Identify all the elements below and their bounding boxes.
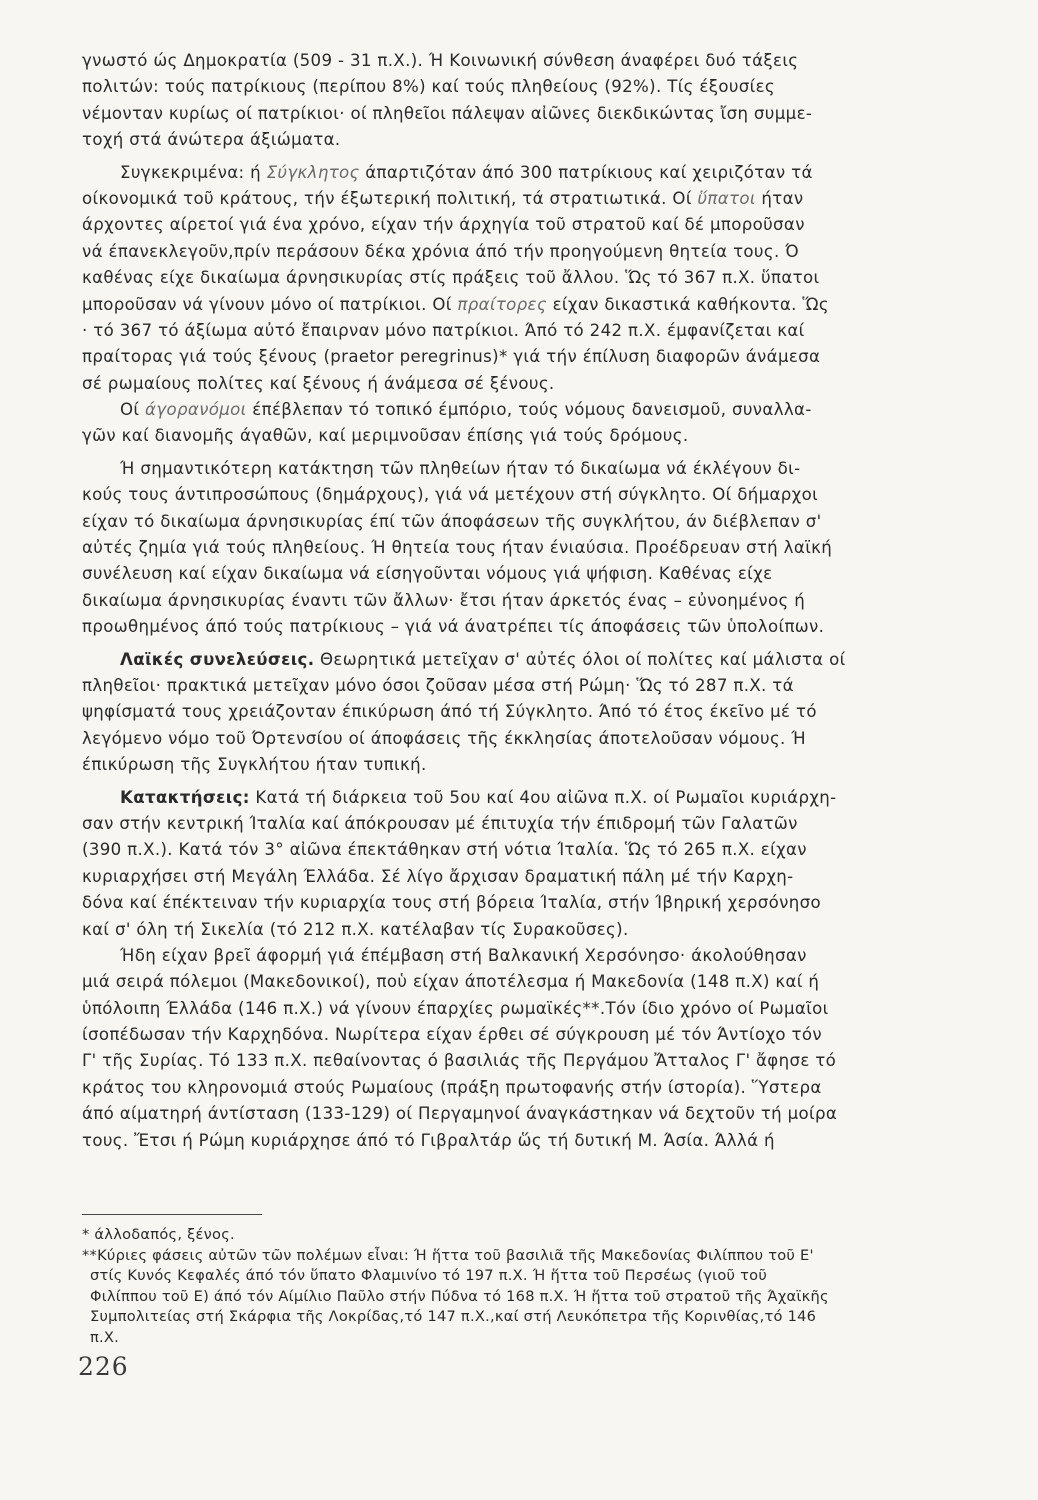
text-line (82, 752, 940, 778)
text-line (82, 647, 940, 673)
text-line (82, 561, 940, 587)
text-line (82, 456, 940, 482)
text-line (82, 423, 940, 449)
text-line (82, 160, 940, 186)
text-run: κούς τους άντιπροσώπους (δημάρχους), γιά νά μετέχουν στή σύγκλητο. Οί δήμαρχοι (82, 485, 819, 505)
text-run: Οί (120, 400, 146, 420)
text-line (82, 943, 940, 969)
footnote-line: Συμπολιτείας στή Σκάρφια τῆς Λοκρίδας,τό 147 π.Χ.,καί στή Λευκόπετρα τῆς Κορινθίας,τό 146 (90, 1308, 817, 1326)
text-run: νά έπανεκλεγοῦν,πρίν περάσουν δέκα χρόνια άπό τήν προηγούμενη θητεία τους. Ό (82, 241, 800, 261)
text-run: πολιτών: τούς πατρίκιους (περίπου 8%) καί τούς πληθείους (92%). Τίς έξουσίες (82, 77, 776, 97)
text-line (82, 864, 940, 890)
text-run: σαν στήν κεντρική Ίταλία καί άπόκρουσαν μέ έπιτυχία τήν έπιδρομή τῶν Γαλατῶν (82, 813, 798, 833)
text-run: ὑπόλοιπη Έλλάδα (146 π.Χ.) νά γίνουν έπαρχίες ρωμαϊκές**.Τόν ίδιο χρόνο οί Ρωμαῖοι (82, 998, 829, 1018)
text-line (82, 48, 940, 74)
text-run: είχαν τό δικαίωμα άρνησικυρίας έπί τῶν άποφάσεων τῆς συγκλήτου, άν διέβλεπαν σ' (82, 511, 822, 531)
text-run: λεγόμενο νόμο τοῦ Όρτενσίου οί άποφάσεις τῆς έκκλησίας άποτελοῦσαν νόμους. Ή (82, 728, 807, 748)
text-run: έπικύρωση τῆς Συγκλήτου ήταν τυπική. (82, 755, 427, 775)
text-run: καθένας είχε δικαίωμα άρνησικυρίας στίς πράξεις τοῦ ἄλλου. Ὥς τό 367 π.Χ. ὕπατοι (82, 268, 820, 288)
text-line (82, 397, 940, 423)
text-run: τους. Ἔτσι ή Ρώμη κυριάρχησε άπό τό Γιβραλτάρ ὥς τή δυτική Μ. Άσία. Άλλά ή (82, 1130, 775, 1150)
text-run: Ή σημαντικότερη κατάκτηση τῶν πληθείων ήταν τό δικαίωμα νά έκλέγουν δι- (120, 458, 801, 478)
text-run: ψηφίσματά τους χρειάζονταν έπικύρωση άπό τή Σύγκλητο. Άπό τό έτος έκεῖνο μέ τό (82, 702, 817, 722)
footnotes (82, 1225, 940, 1349)
text-run: ήταν (755, 188, 804, 208)
section-heading: Κατακτήσεις: (120, 787, 250, 807)
text-run: είχαν δικαστικά καθήκοντα. Ὥς (546, 294, 829, 314)
text-line (82, 917, 940, 943)
footnote-line: στίς Κυνός Κεφαλές άπό τόν ὕπατο Φλαμινίνο τό 197 π.Χ. Ή ἥττα τοῦ Περσέως (γιοῦ τοῦ (90, 1267, 768, 1285)
text-run: συνέλευση καί είχαν δικαίωμα νά είσηγοῦνται νόμους γιά ψήφιση. Καθένας είχε (82, 564, 773, 584)
text-line (82, 186, 940, 212)
italic-term: Σύγκλητος (266, 162, 360, 182)
text-run: κράτος του κληρονομιά στούς Ρωμαίους (πράξη πρωτοφανής στήν ίστορία). Ὕστερα (82, 1077, 822, 1097)
text-run: τοχή στά άνώτερα άξιώματα. (82, 130, 341, 150)
text-run: πραίτορας γιά τούς ξένους (praetor peregrinus)* γιά τήν έπίλυση διαφορῶν άνάμεσα (82, 347, 821, 367)
text-run: κυριαρχήσει στή Μεγάλη Έλλάδα. Σέ λίγο ἄρχισαν δραματική πάλη μέ τήν Καρχη- (82, 866, 794, 886)
text-run: μιά σειρά πόλεμοι (Μακεδονικοί), ποὑ είχαν άποτέλεσμα ή Μακεδονία (148 π.Χ) καί ή (82, 972, 820, 992)
text-line (82, 614, 940, 640)
text-run: Θεωρητικά μετεῖχαν σ' αὐτές όλοι οί πολίτες καί μάλιστα οί (314, 649, 846, 669)
text-run: δόνα καί έπέκτειναν τήν κυριαρχία τους στή βόρεια Ίταλία, στήν Ίβηρική χερσόνησο (82, 893, 822, 913)
text-line (82, 837, 940, 863)
text-line (82, 1128, 940, 1154)
text-line (82, 1022, 940, 1048)
text-run: γνωστό ώς Δημοκρατία (509 - 31 π.Χ.). Ή Κοινωνική σύνθεση άναφέρει δυό τάξεις (82, 51, 799, 70)
text-line (82, 344, 940, 370)
italic-term: πραίτορες (457, 294, 547, 314)
text-run: μποροῦσαν νά γίνουν μόνο οί πατρίκιοι. Οί (82, 294, 458, 314)
text-run: άπαρτιζόταν άπό 300 πατρίκιους καί χειριζόταν τά (359, 162, 813, 182)
text-run: νέμονταν κυρίως οί πατρίκιοι· οί πληθεῖοι πάλεψαν αἰῶνες διεκδικώντας ἴση συμμε- (82, 103, 813, 123)
text-run: αὐτές ζημία γιά τούς πληθείους. Ή θητεία τους ήταν ένιαύσια. Προέδρευαν στή λαϊκή (82, 538, 833, 558)
text-run: σέ ρωμαίους πολίτες καί ξένους ή άνάμεσα σέ ξένους. (82, 373, 555, 393)
section-heading: Λαϊκές συνελεύσεις. (120, 649, 315, 669)
text-run: άρχοντες αίρετοί γιά ένα χρόνο, είχαν τήν άρχηγία τοῦ στρατοῦ καί δέ μποροῦσαν (82, 215, 805, 235)
text-line (82, 265, 940, 291)
text-line (82, 1048, 940, 1074)
text-run: Συγκεκριμένα: ή (120, 162, 267, 182)
footnote-line: π.Χ. (90, 1328, 120, 1346)
footnote-line: Φιλίππου τοῦ Ε) άπό τόν Αίμίλιο Παῦλο στήν Πύδνα τό 168 π.Χ. Ή ἥττα τοῦ στρατοῦ τῆς Άχαϊκῆς (90, 1287, 829, 1305)
text-run: γῶν καί διανομῆς άγαθῶν, καί μεριμνοῦσαν έπίσης γιά τούς δρόμους. (82, 426, 689, 446)
text-line (82, 127, 940, 153)
text-line (82, 101, 940, 127)
text-run: έπέβλεπαν τό τοπικό έμπόριο, τούς νόμους δανεισμοῦ, συναλλα- (246, 400, 812, 420)
text-line (82, 509, 940, 535)
text-line (82, 785, 940, 811)
page-content (82, 48, 940, 1349)
footnote-divider (82, 1214, 262, 1215)
text-line (82, 588, 940, 614)
text-run: Γ' τῆς Συρίας. Τό 133 π.Χ. πεθαίνοντας ό βασιλιάς τῆς Περγάμου Ἄτταλος Γ' ἄφησε τό (82, 1051, 837, 1071)
text-line (82, 318, 940, 344)
footnote-line: * άλλοδαπός, ξένος. (82, 1226, 235, 1244)
text-line (82, 969, 940, 995)
text-run: οίκονομικά τοῦ κράτους, τήν έξωτερική πολιτική, τά στρατιωτικά. Οί (82, 188, 698, 208)
text-line (82, 292, 940, 318)
italic-term: ὕπατοι (697, 188, 756, 208)
body-text (82, 48, 940, 1154)
text-run: (390 π.Χ.). Κατά τόν 3° αἰῶνα έπεκτάθηκαν στή νότια Ίταλία. Ὥς τό 265 π.Χ. είχαν (82, 840, 807, 860)
text-line (82, 1101, 940, 1127)
text-line (82, 673, 940, 699)
text-line (82, 699, 940, 725)
text-run: προωθημένος άπό τούς πατρίκιους – γιά νά άνατρέπει τίς άποφάσεις τῶν ὑπολοίπων. (82, 617, 825, 637)
text-line (82, 811, 940, 837)
text-run: καί σ' όλη τή Σικελία (τό 212 π.Χ. κατέλαβαν τίς Συρακοῦσες). (82, 919, 629, 939)
text-run: Κατά τή διάρκεια τοῦ 5ου καί 4ου αἰῶνα π.Χ. οί Ρωμαῖοι κυριάρχη- (249, 787, 837, 807)
text-line (82, 890, 940, 916)
italic-term: άγορανόμοι (145, 400, 247, 420)
text-run: δικαίωμα άρνησικυρίας έναντι τῶν ἄλλων· ἔτσι ήταν άρκετός ένας – εὐνοημένος ή (82, 590, 806, 610)
footnote-line: **Κύριες φάσεις αὐτῶν τῶν πολέμων εἶναι: Ή ἥττα τοῦ βασιλιᾶ τῆς Μακεδονίας Φιλίππου τοῦ Ε' (82, 1246, 814, 1264)
text-line (82, 371, 940, 397)
text-run: · τό 367 τό άξίωμα αὐτό ἔπαιρναν μόνο πατρίκιοι. Άπό τό 242 π.Χ. έμφανίζεται καί (82, 320, 805, 340)
text-line (82, 239, 940, 265)
text-line (82, 726, 940, 752)
text-line (82, 996, 940, 1022)
text-run: πληθεῖοι· πρακτικά μετεῖχαν μόνο όσοι ζοῦσαν μέσα στή Ρώμη· Ὥς τό 287 π.Χ. τά (82, 675, 794, 695)
text-line (82, 482, 940, 508)
page-number: 226 (78, 1352, 129, 1381)
text-line (82, 212, 940, 238)
text-line (82, 74, 940, 100)
text-run: ίσοπέδωσαν τήν Καρχηδόνα. Νωρίτερα είχαν έρθει σέ σύγκρουση μέ τόν Άντίοχο τόν (82, 1025, 822, 1045)
text-line (82, 1075, 940, 1101)
text-run: Ήδη είχαν βρεῖ άφορμή γιά έπέμβαση στή Βαλκανική Χερσόνησο· άκολούθησαν (120, 945, 807, 965)
text-line (82, 535, 940, 561)
text-run: άπό αίματηρή άντίσταση (133-129) οί Περγαμηνοί άναγκάστηκαν νά δεχτοῦν τή μοίρα (82, 1104, 838, 1124)
